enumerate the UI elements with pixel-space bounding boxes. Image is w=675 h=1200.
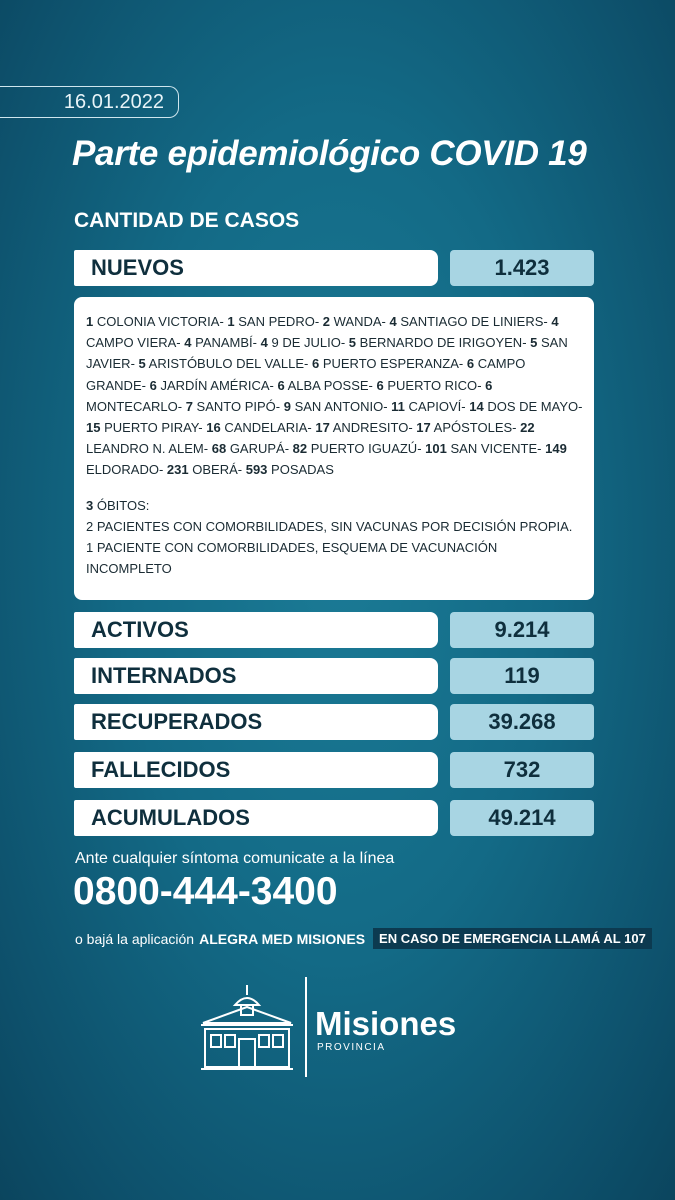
deaths-line-1: 2 PACIENTES CON COMORBILIDADES, SIN VACUNAS POR DECISIÓN PROPIA.	[86, 518, 573, 534]
locality-count: 15	[86, 420, 101, 436]
locality-name: ELDORADO	[86, 462, 159, 478]
stat-value: 49.214	[450, 800, 594, 836]
locality-name: JARDÍN AMÉRICA	[160, 377, 270, 393]
stat-value: 119	[450, 658, 594, 694]
locality-name: CAPIOVÍ	[408, 398, 462, 414]
locality-count: 231	[166, 462, 189, 478]
locality-count: 82	[292, 441, 308, 457]
deaths-label: ÓBITOS:	[96, 497, 150, 513]
locality-count: 14	[469, 398, 484, 414]
date-box	[0, 86, 179, 118]
locality-item	[425, 441, 537, 456]
locality-item	[186, 399, 276, 414]
locality-name: PUERTO PIRAY	[104, 420, 199, 436]
nuevos-value: 1.423	[450, 250, 594, 286]
locality-name: MONTECARLO	[86, 398, 178, 414]
locality-count: 1	[86, 314, 94, 329]
locality-name: SAN ANTONIO	[294, 398, 384, 414]
locality-name: SANTO PIPÓ	[196, 398, 276, 414]
locality-item	[206, 420, 307, 435]
stat-label: RECUPERADOS	[74, 704, 438, 740]
locality-item	[390, 314, 544, 329]
locality-count: 4	[389, 314, 397, 329]
locality-name: PUERTO ESPERANZA	[322, 356, 459, 372]
locality-item	[184, 335, 252, 350]
app-line	[75, 928, 652, 949]
locality-item	[323, 314, 382, 329]
nuevos-label: NUEVOS	[74, 250, 438, 286]
locality-count: 11	[391, 398, 405, 414]
locality-item	[212, 441, 285, 456]
locality-count: 17	[315, 420, 330, 436]
row-nuevos	[74, 250, 594, 286]
locality-name: CANDELARIA	[224, 420, 308, 436]
app-name[interactable]: ALEGRA MED MISIONES	[199, 930, 366, 947]
locality-name: LEANDRO N. ALEM	[86, 441, 204, 457]
locality-item	[150, 378, 270, 393]
locality-count: 6	[376, 377, 384, 393]
locality-name: PUERTO IGUAZÚ	[310, 441, 418, 457]
locality-name: BERNARDO DE IRIGOYEN	[359, 335, 523, 351]
stat-value: 39.268	[450, 704, 594, 740]
help-text: Ante cualquier síntoma comunicate a la línea	[75, 850, 395, 867]
locality-name: GARUPÁ	[229, 441, 285, 457]
locality-count: 6	[311, 356, 320, 372]
locality-count: 5	[530, 335, 538, 351]
locality-name: APÓSTOLES	[433, 420, 513, 436]
locality-item	[227, 314, 314, 329]
page-title: Parte epidemiológico COVID 19	[72, 134, 587, 173]
row-activos	[74, 612, 594, 648]
locality-item	[312, 356, 459, 371]
locality-item	[246, 462, 334, 477]
locality-name: CAMPO VIERA	[86, 335, 177, 351]
locality-name: DOS DE MAYO	[487, 398, 579, 414]
locality-count: 6	[485, 377, 493, 393]
locality-count: 16	[206, 420, 221, 436]
stat-label: FALLECIDOS	[74, 752, 438, 788]
locality-count: 9	[283, 398, 291, 414]
emergency-banner: EN CASO DE EMERGENCIA LLAMÁ AL 107	[373, 928, 652, 949]
locality-name: ALBA POSSE	[287, 377, 369, 393]
row-internados	[74, 658, 594, 694]
locality-name: ARISTÓBULO DEL VALLE	[148, 356, 304, 372]
localities-list: 1 COLONIA VICTORIA- 1 SAN PEDRO- 2 WANDA- 4 SANTIAGO DE LINIERS- 4 CAMPO VIERA- 4 PANAMBÍ- 4 9 DE JULIO- 5 BERNARDO DE IRIGOYEN- 5 SAN JAVIER- 5 ARISTÓBULO DEL VALLE- 6 PUERTO ESPERANZA- 6 CAMPO GRANDE- 6 JARDÍN AMÉRICA- 6 ALBA POSSE- 6 PUERTO RICO- 6 MONTECARLO- 7 SANTO PIPÓ- 9 SAN ANTONIO- 11 CAPIOVÍ- 14 DOS DE MAYO- 15 PUERTO PIRAY- 16 CANDELARIA- 17 ANDRESITO- 17 APÓSTOLES- 22 LEANDRO N. ALEM- 68 GARUPÁ- 82 PUERTO IGUAZÚ- 101 SAN VICENTE- 149 ELDORADO- 231 OBERÁ- 593 POSADAS	[86, 314, 583, 478]
locality-item	[86, 314, 219, 329]
locality-count: 593	[245, 462, 268, 478]
phone-number[interactable]: 0800-444-3400	[73, 870, 338, 913]
locality-count: 5	[348, 335, 357, 351]
locality-count: 6	[277, 377, 285, 393]
row-recuperados	[74, 704, 594, 740]
stat-label: ACUMULADOS	[74, 800, 438, 836]
locality-item	[293, 441, 418, 456]
stat-label: INTERNADOS	[74, 658, 438, 694]
locality-count: 6	[149, 377, 157, 393]
locality-item	[139, 356, 304, 371]
government-building-icon	[199, 983, 295, 1073]
locality-count: 5	[138, 356, 146, 372]
locality-name: WANDA	[333, 314, 382, 329]
row-fallecidos	[74, 752, 594, 788]
locality-count: 7	[185, 398, 193, 414]
row-acumulados	[74, 800, 594, 836]
locality-item	[315, 420, 408, 435]
logo-divider	[305, 977, 307, 1077]
locality-item	[86, 420, 198, 435]
locality-count: 4	[551, 314, 559, 329]
deaths-block	[86, 495, 584, 580]
locality-count: 68	[211, 441, 227, 457]
locality-count: 2	[322, 314, 331, 329]
locality-count: 22	[520, 420, 535, 436]
locality-item	[277, 378, 368, 393]
locality-name: COLONIA VICTORIA	[96, 314, 220, 329]
app-prefix: o bajá la aplicación	[75, 930, 195, 947]
locality-name: SAN JAVIER	[86, 335, 568, 372]
stat-value: 732	[450, 752, 594, 788]
deaths-line-2: 1 PACIENTE CON COMORBILIDADES, ESQUEMA DE VACUNACIÓN INCOMPLETO	[86, 540, 498, 577]
locality-item	[469, 399, 578, 414]
locality-count: 4	[184, 335, 192, 351]
locality-name: POSADAS	[271, 462, 334, 478]
misiones-logo	[195, 975, 485, 1080]
locality-count: 1	[227, 314, 235, 329]
logo-name: Misiones	[315, 1005, 457, 1042]
locality-item	[416, 420, 512, 435]
locality-name: PANAMBÍ	[195, 335, 253, 351]
locality-name: SANTIAGO DE LINIERS	[400, 314, 544, 329]
date: 16.01.2022	[63, 90, 164, 113]
locality-name: PUERTO RICO	[387, 377, 478, 393]
locality-item	[377, 378, 478, 393]
deaths-count: 3	[86, 497, 94, 513]
locality-item	[391, 399, 461, 414]
locality-count: 17	[416, 420, 431, 436]
locality-name: ANDRESITO	[332, 420, 409, 436]
locality-name: SAN PEDRO	[238, 314, 315, 329]
locality-name: SAN VICENTE	[450, 441, 538, 457]
locality-name: OBERÁ	[192, 462, 238, 478]
section-subtitle: CANTIDAD DE CASOS	[74, 209, 300, 232]
locality-name: CAMPO GRANDE	[86, 356, 526, 393]
locality-name: 9 DE JULIO	[271, 335, 341, 351]
locality-count: 4	[260, 335, 268, 351]
locality-item	[167, 462, 238, 477]
locality-count: 101	[425, 441, 447, 457]
detail-card	[74, 297, 594, 600]
locality-count: 149	[545, 441, 567, 457]
locality-item	[284, 399, 383, 414]
stat-value: 9.214	[450, 612, 594, 648]
locality-count: 6	[466, 356, 475, 372]
stat-label: ACTIVOS	[74, 612, 438, 648]
logo-subtitle: PROVINCIA	[317, 1042, 386, 1053]
locality-item	[261, 335, 341, 350]
locality-item	[349, 335, 522, 350]
